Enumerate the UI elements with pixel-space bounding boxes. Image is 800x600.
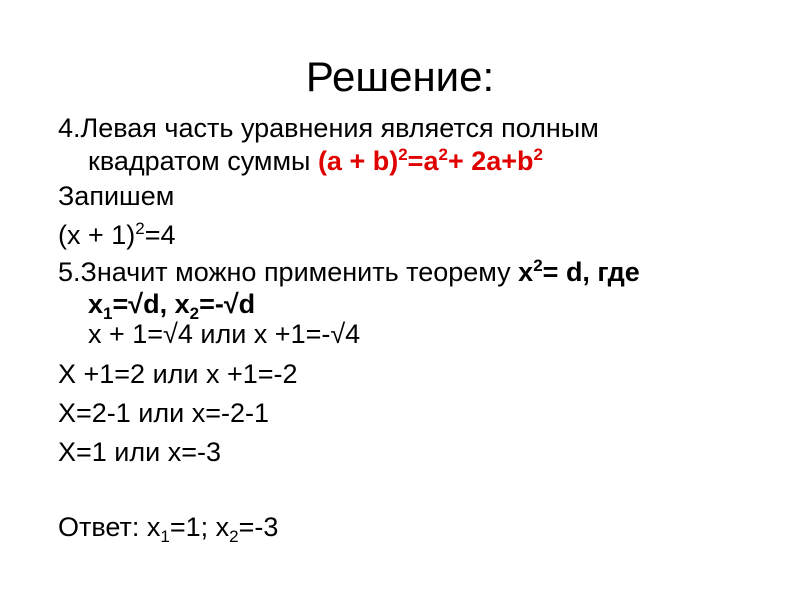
slide-title: Решение: [305, 53, 495, 100]
step-line-3: X=1 или x=-3 [58, 437, 221, 467]
square-sum-formula [318, 146, 543, 176]
step-line-2: X=2-1 или x=-2-1 [58, 398, 270, 428]
formula-part: (a + b) [317, 146, 399, 176]
answer-part: =-3 [238, 512, 279, 542]
answer-part: =1; x [169, 512, 230, 542]
step5-line1 [58, 256, 640, 288]
formula-part: + 2a+b [447, 146, 534, 176]
formula-exponent: 2 [533, 145, 543, 164]
equation-exponent: 2 [135, 219, 145, 238]
write-label: Запишем [58, 181, 175, 211]
roots-subscript: 1 [103, 304, 113, 323]
roots-part: =√d, x [112, 289, 190, 319]
step4-line2-text: квадратом суммы [88, 146, 318, 176]
equation [58, 219, 176, 251]
roots-part: =-√d [199, 289, 256, 319]
formula-exponent: 2 [438, 145, 448, 164]
roots-subscript: 2 [189, 304, 200, 323]
formula-exponent: 2 [398, 145, 408, 164]
step4-line1: 4.Левая часть уравнения является полным [58, 113, 599, 143]
step5-text: 5.Значит можно применить теорему [58, 257, 519, 287]
answer-subscript: 1 [160, 527, 170, 546]
step4-line2 [88, 145, 543, 177]
answer-part: Ответ: x [58, 512, 161, 542]
answer-subscript: 2 [229, 527, 239, 546]
answer [58, 511, 279, 546]
theorem-part: = d, где [542, 257, 640, 287]
theorem-exponent: 2 [533, 256, 543, 275]
roots-formula [88, 288, 256, 323]
theorem-part: x [518, 257, 534, 287]
roots-part: x [88, 289, 104, 319]
theorem-formula [518, 257, 640, 287]
formula-part: =a [407, 146, 439, 176]
step5-line3: x + 1=√4 или x +1=-√4 [88, 319, 361, 349]
step-line-1: X +1=2 или x +1=-2 [58, 359, 298, 389]
equation-part: (x + 1) [58, 220, 136, 250]
equation-part: =4 [144, 220, 176, 250]
